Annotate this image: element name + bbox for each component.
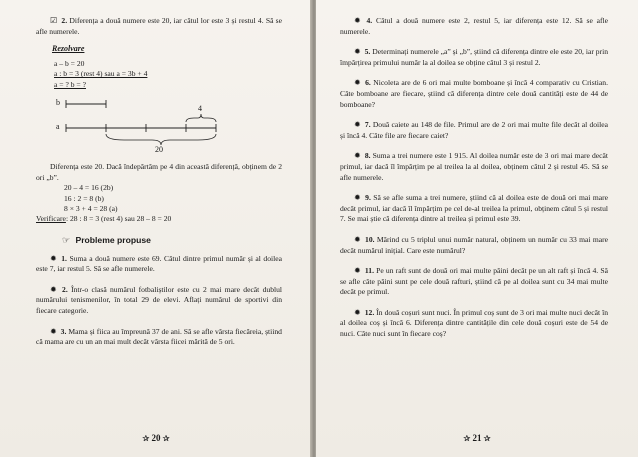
problem-number: 9.	[365, 193, 371, 203]
solution-line: a – b = 20	[54, 58, 85, 68]
sun-icon: ✹	[50, 284, 57, 294]
pointing-hand-icon: ☞	[62, 235, 71, 245]
sun-icon: ✹	[354, 234, 361, 244]
checkbox-icon: ☑	[50, 16, 58, 25]
segment-diagram	[44, 94, 274, 156]
proposed-problem-7	[340, 120, 608, 141]
page-footer	[316, 433, 638, 443]
problem-number: 2.	[61, 16, 68, 25]
sun-icon: ✹	[50, 326, 57, 336]
proposed-problem-1	[36, 254, 282, 275]
problem-number: 3.	[60, 326, 67, 336]
problem-text: Nicoleta are de 6 ori mai multe bomboane și încă 4 comparativ cu Cristian. Câte bomboane are fiecare, știind că diferența dintre cele două cantități este de 44 de bomboane?	[340, 78, 608, 109]
problem-text: Să se afle suma a trei numere, știind că al doilea este de două ori mai mare decât primul, iar dacă îl împărțim pe cel de-al treilea la primul, obținem câtul 5 și restul 7. Se mai știe că diferența dintre al treilea și primul este 39.	[340, 193, 609, 224]
star-icon: ✰	[463, 434, 471, 443]
proposed-problem-4	[340, 16, 608, 37]
section-heading-text: Probleme propuse	[75, 235, 151, 245]
right-page-content	[340, 16, 608, 340]
sun-icon: ✹	[354, 78, 361, 88]
problem-number: 6.	[365, 78, 371, 88]
problem-number: 10.	[365, 234, 375, 244]
sun-icon: ✹	[50, 253, 57, 263]
problem-text: În două coșuri sunt nuci. În primul coș sunt de 3 ori mai multe nuci decât în al doilea coș și încă 6. Diferența dintre cantitățile din cele două coșuri este de 54 de nuci. Câte nuci sunt în fiecare coș?	[340, 307, 609, 339]
diagram-label-20: 20	[155, 145, 163, 154]
sun-icon: ✹	[354, 120, 361, 130]
diagram-label-4: 4	[198, 104, 202, 113]
sun-icon: ✹	[354, 16, 361, 25]
proposed-problem-9	[340, 193, 608, 225]
calc-line: 20 – 4 = 16 (2b)	[64, 183, 114, 193]
sun-icon: ✹	[354, 47, 361, 57]
solution-line: a = ? b = ?	[54, 79, 86, 89]
problem-text: Două caiete au 148 de file. Primul are de 2 ori mai multe file decât al doilea și încă 4. Câte file are fiecare caiet?	[340, 120, 608, 140]
problem-number: 5.	[364, 47, 371, 57]
verification-text: : 28 : 8 = 3 (rest 4) sau 28 – 8 = 20	[65, 214, 172, 224]
problem-text: Pe un raft sunt de două ori mai multe pâini decât pe un alt raft și încă 4. Să se afle câte pâini sunt pe cele două rafturi, știind că pe al doilea sunt cu 34 mai multe decât pe primul.	[340, 266, 608, 297]
problem-number: 1.	[61, 253, 67, 263]
verification	[36, 214, 282, 225]
problem-text: Determinați numerele „a” și „b”, știind că diferența dintre ele este 20, iar prin împărțirea primului număr la al doilea se obține câtul 3 și restul 2.	[340, 47, 608, 67]
problem-text: Mama și fiica au împreună 37 de ani. Să se afle vârsta fiecăreia, știind că mama are cu un an mai mult decât vârsta fiicei mărită de 5 ori.	[36, 326, 282, 347]
problem-text: Diferența a două numere este 20, iar câtul lor este 3 și restul 4. Să se afle numerele.	[36, 16, 282, 36]
proposed-problem-11	[340, 266, 608, 298]
page-number: 21	[472, 433, 482, 443]
problem-text: Câtul a două numere este 2, restul 5, iar diferența este 12. Să se afle numerele.	[340, 16, 609, 36]
solution-heading: Rezolvare	[52, 44, 85, 54]
proposed-problem-8	[340, 151, 608, 183]
sun-icon: ✹	[354, 307, 361, 317]
problem-text: Mărind cu 5 triplul unui număr natural, obținem un număr cu 33 mai mare decât numărul inițial. Care este numărul?	[340, 234, 608, 255]
problem-number: 8.	[364, 151, 371, 161]
sun-icon: ✹	[354, 151, 361, 161]
proposed-problem-5	[340, 47, 608, 68]
problem-text: Într-o clasă numărul fotbaliștilor este cu 2 mai mare decât dublul numărului tenismenilor, în total 29 de elevi. Aflați numărul de sportivi din fiecare categorie.	[36, 284, 283, 315]
problem-number: 11.	[364, 266, 374, 276]
section-heading	[62, 235, 282, 246]
star-icon: ✰	[483, 434, 491, 443]
proposed-problem-6	[340, 78, 608, 110]
problem-number: 12.	[364, 307, 375, 317]
proposed-problem-10	[340, 235, 608, 256]
star-icon: ✰	[142, 434, 150, 443]
sun-icon: ✹	[354, 266, 361, 276]
solution-line: a : b = 3 (rest 4) sau a = 3b + 4	[54, 69, 148, 79]
solution-paragraph: Diferența este 20. Dacă îndepărtăm pe 4 din această diferență, obținem de 2 ori „b”.	[36, 162, 282, 182]
left-page	[0, 0, 312, 457]
calc-line: 16 : 2 = 8 (b)	[64, 193, 104, 203]
verification-label: Verificare	[36, 214, 66, 224]
proposed-problem-3	[36, 327, 282, 348]
left-page-content	[36, 16, 282, 348]
diagram-label-a: a	[56, 122, 60, 131]
problem-text: Suma a trei numere este 1 915. Al doilea număr este de 3 ori mai mare decât primul, iar dacă îl împărțim pe al treilea la al doilea, obținem câtul 2 și restul 45. Să se afle numerele.	[340, 151, 608, 182]
proposed-problem-12	[340, 308, 608, 340]
problem-number: 4.	[366, 16, 373, 25]
calc-line: 8 × 3 + 4 = 28 (a)	[64, 204, 118, 213]
right-page	[316, 0, 638, 457]
page-number: 20	[151, 433, 161, 443]
star-icon: ✰	[162, 434, 170, 443]
problem-text: Suma a două numere este 69. Câtul dintre primul număr și al doilea este 7, iar restul 5. Să se afle numerele.	[36, 253, 282, 274]
proposed-problem-2	[36, 285, 282, 317]
problem-2	[36, 16, 282, 37]
problem-number: 7.	[364, 120, 371, 130]
diagram-label-b: b	[56, 98, 60, 107]
sun-icon: ✹	[354, 193, 361, 203]
problem-number: 2.	[62, 284, 68, 294]
page-footer	[0, 433, 312, 443]
